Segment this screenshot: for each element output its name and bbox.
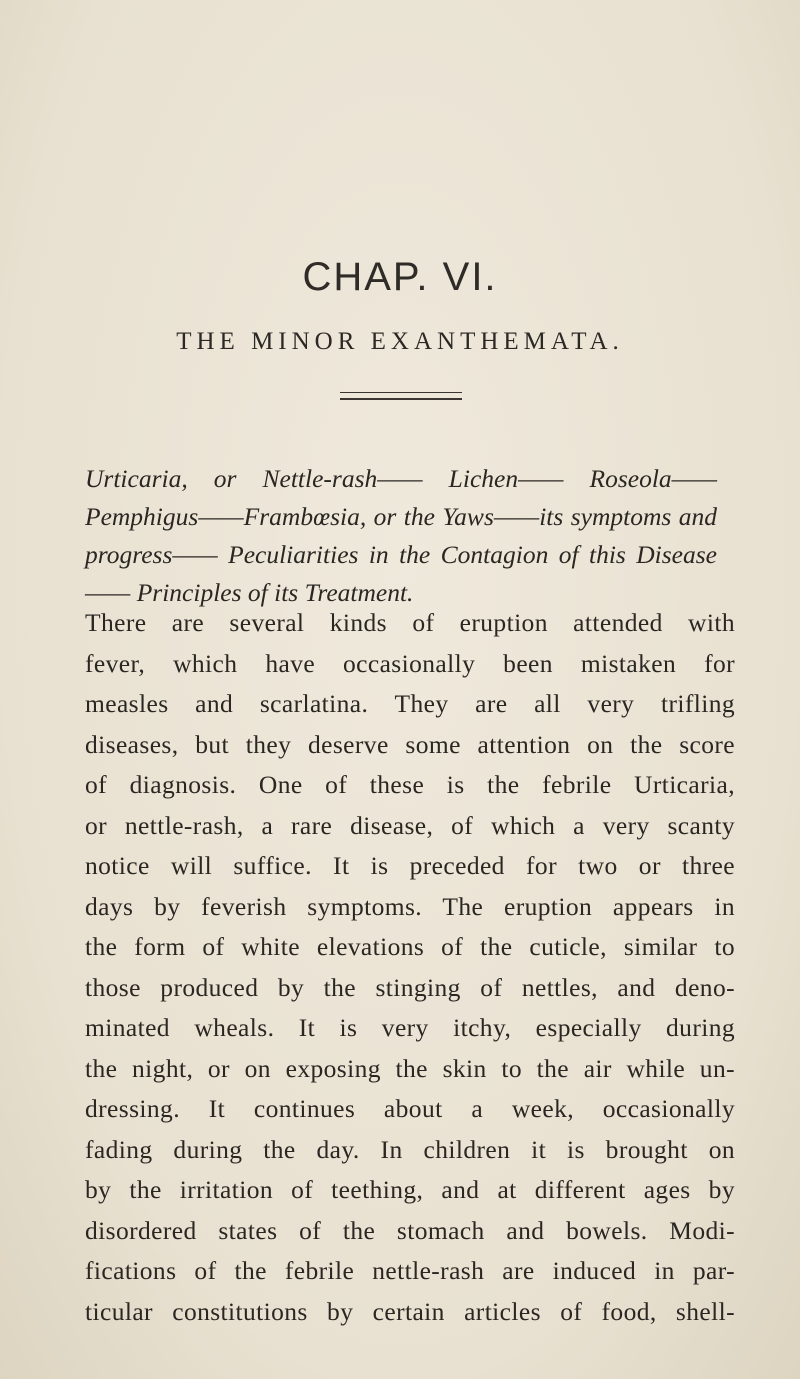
body-line: diseases, but they deserve some attention on the score — [85, 729, 735, 759]
body-line: minated wheals. It is very itchy, especially during — [85, 1013, 735, 1042]
body-line: disordered states of the stomach and bowels. Modi- — [85, 1215, 735, 1245]
body-line: the form of white elevations of the cuticle, similar to — [85, 932, 735, 961]
body-line: fications of the febrile nettle-rash are induced in par- — [85, 1256, 735, 1285]
body-line: There are several kinds of eruption attended with — [85, 608, 735, 637]
body-line: the night, or on exposing the skin to the air while un- — [85, 1053, 735, 1083]
chapter-argument: Urticaria, or Nettle-rash—— Lichen—— Roseola—— Pemphigus——Frambœsia, or the Yaws——its symptoms and progress—— Peculiarities in the Contagion of this Disease—— Principles of its Treatment. — [85, 464, 717, 607]
body-line: fever, which have occasionally been mistaken for — [85, 648, 735, 678]
body-line: measles and scarlatina. They are all very trifling — [85, 689, 735, 718]
body-line: or nettle-rash, a rare disease, of which a very scanty — [85, 810, 735, 840]
body-line: of diagnosis. One of these is the febrile Urticaria, — [85, 770, 735, 799]
body-line: ticular constitutions by certain articles of food, shell- — [85, 1296, 735, 1326]
body-line: fading during the day. In children it is brought on — [85, 1134, 735, 1164]
body-line: by the irritation of teething, and at different ages by — [85, 1175, 735, 1204]
title-rule — [340, 392, 462, 400]
chapter-heading: CHAP. VI. — [302, 255, 498, 299]
body-line: dressing. It continues about a week, occasionally — [85, 1094, 735, 1123]
body-line: days by feverish symptoms. The eruption appears in — [85, 891, 735, 921]
body-line: those produced by the stinging of nettles, and deno- — [85, 972, 735, 1002]
body-text — [85, 603, 735, 1332]
chapter-title: THE MINOR EXANTHEMATA. — [176, 328, 624, 355]
body-line: notice will suffice. It is preceded for two or three — [85, 851, 735, 880]
